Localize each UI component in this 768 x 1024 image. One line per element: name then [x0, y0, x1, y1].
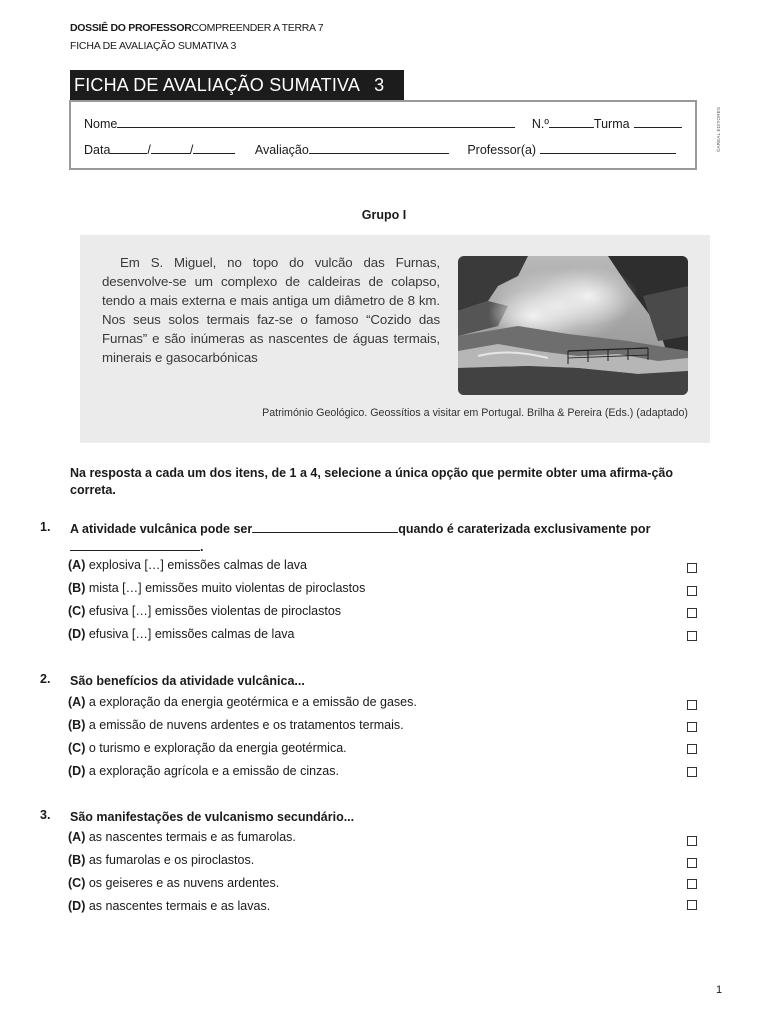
option-text: a emissão de nuvens ardentes e os tratamentos termais.: [88, 718, 404, 732]
option: [68, 741, 347, 755]
option-text: os geiseres e as nuvens ardentes.: [88, 876, 280, 890]
date-separator: /: [147, 143, 151, 157]
option: [68, 899, 270, 913]
question-number: 3.: [40, 808, 51, 822]
option-text: as fumarolas e os piroclastos.: [88, 853, 255, 867]
header-book: COMPREENDER A TERRA 7: [191, 22, 324, 34]
header-subtitle: FICHA DE AVALIAÇÃO SUMATIVA 3: [70, 40, 237, 52]
option-text: explosiva […] emissões calmas de lava: [88, 558, 307, 572]
option: [68, 830, 296, 844]
answer-checkbox[interactable]: [687, 608, 697, 618]
option-text: efusiva […] emissões calmas de lava: [88, 627, 295, 641]
question-stem: [70, 520, 700, 556]
option-letter: (C): [68, 876, 86, 890]
data-year-field[interactable]: [193, 143, 235, 154]
numero-field[interactable]: [549, 117, 594, 128]
option: [68, 558, 307, 572]
answer-checkbox[interactable]: [687, 700, 697, 710]
option: [68, 853, 254, 867]
publisher-credit: ©AREAL EDITORES: [716, 106, 721, 152]
answer-checkbox[interactable]: [687, 722, 697, 732]
option: [68, 581, 365, 595]
student-info-box: [69, 100, 697, 170]
option-letter: (A): [68, 558, 86, 572]
date-separator: /: [189, 143, 194, 157]
group-title: Grupo I: [361, 208, 407, 222]
professor-field[interactable]: [540, 143, 676, 154]
furnas-photo: [458, 256, 688, 395]
option-text: efusiva […] emissões violentas de piroclastos: [88, 604, 342, 618]
page-number: 1: [716, 984, 723, 996]
option: [68, 764, 339, 778]
question-stem-part: A atividade vulcânica pode ser: [70, 522, 253, 536]
answer-checkbox[interactable]: [687, 563, 697, 573]
answer-checkbox[interactable]: [687, 879, 697, 889]
header-dossie: DOSSIÊ DO PROFESSOR: [70, 22, 192, 34]
data-month-field[interactable]: [151, 143, 190, 154]
answer-checkbox[interactable]: [687, 767, 697, 777]
option-letter: (D): [68, 764, 86, 778]
option-text: a exploração da energia geotérmica e a emissão de gases.: [88, 695, 417, 709]
numero-label: N.º: [531, 117, 549, 131]
professor-label: Professor(a): [467, 143, 537, 157]
option-letter: (B): [68, 718, 86, 732]
question-stem: São manifestações de vulcanismo secundário...: [70, 810, 355, 824]
data-label: Data: [84, 143, 111, 157]
option-text: a exploração agrícola e a emissão de cinzas.: [88, 764, 339, 778]
answer-checkbox[interactable]: [687, 858, 697, 868]
option-text: as nascentes termais e as lavas.: [88, 899, 271, 913]
nome-label: Nome: [84, 117, 118, 131]
option-letter: (B): [68, 581, 86, 595]
turma-label: Turma: [593, 117, 630, 131]
answer-checkbox[interactable]: [687, 631, 697, 641]
page-title-text: FICHA DE AVALIAÇÃO SUMATIVA: [74, 75, 361, 95]
question-stem-part: quando é caraterizada exclusivamente por: [398, 522, 651, 536]
passage-panel: [80, 235, 710, 443]
question-number: 2.: [40, 672, 51, 686]
question-stem: São benefícios da atividade vulcânica...: [70, 674, 305, 688]
page-title-number: 3: [374, 75, 385, 95]
option-letter: (D): [68, 627, 86, 641]
option-text: o turismo e exploração da energia geotérmica.: [88, 741, 347, 755]
option: [68, 718, 404, 732]
answer-checkbox[interactable]: [687, 744, 697, 754]
passage-source: Património Geológico. Geossítios a visitar em Portugal. Brilha & Pereira (Eds.) (adaptado): [262, 407, 688, 419]
option-letter: (C): [68, 741, 86, 755]
option-letter: (C): [68, 604, 86, 618]
question-stem-end: .: [200, 540, 204, 554]
answer-checkbox[interactable]: [687, 900, 697, 910]
answer-checkbox[interactable]: [687, 586, 697, 596]
option-text: as nascentes termais e as fumarolas.: [88, 830, 296, 844]
option: [68, 876, 279, 890]
avaliacao-label: Avaliação: [254, 143, 309, 157]
nome-field[interactable]: [117, 117, 515, 128]
turma-field[interactable]: [634, 117, 682, 128]
page-title: [70, 70, 404, 100]
option: [68, 627, 294, 641]
option: [68, 695, 417, 709]
answer-checkbox[interactable]: [687, 836, 697, 846]
avaliacao-field[interactable]: [309, 143, 449, 154]
option: [68, 604, 341, 618]
passage-text: Em S. Miguel, no topo do vulcão das Furnas, desenvolve-se um complexo de caldeiras de colapso, tendo a mais externa e mais antiga um diâmetro de 8 km. Nos seus solos termais faz-se o famoso “Cozido das Furnas” e são inúmeras as nascentes de águas termais, minerais e gasocarbónicas: [102, 255, 440, 365]
header-book-line: [70, 22, 323, 34]
option-letter: (D): [68, 899, 86, 913]
instructions: Na resposta a cada um dos itens, de 1 a 4, selecione a única opção que permite obter uma afirma-ção correta.: [70, 466, 673, 497]
blank-2: [70, 540, 200, 551]
question-number: 1.: [40, 520, 51, 534]
option-letter: (B): [68, 853, 86, 867]
blank-1: [252, 522, 398, 533]
data-day-field[interactable]: [110, 143, 147, 154]
option-letter: (A): [68, 830, 86, 844]
option-letter: (A): [68, 695, 86, 709]
option-text: mista […] emissões muito violentas de piroclastos: [88, 581, 366, 595]
